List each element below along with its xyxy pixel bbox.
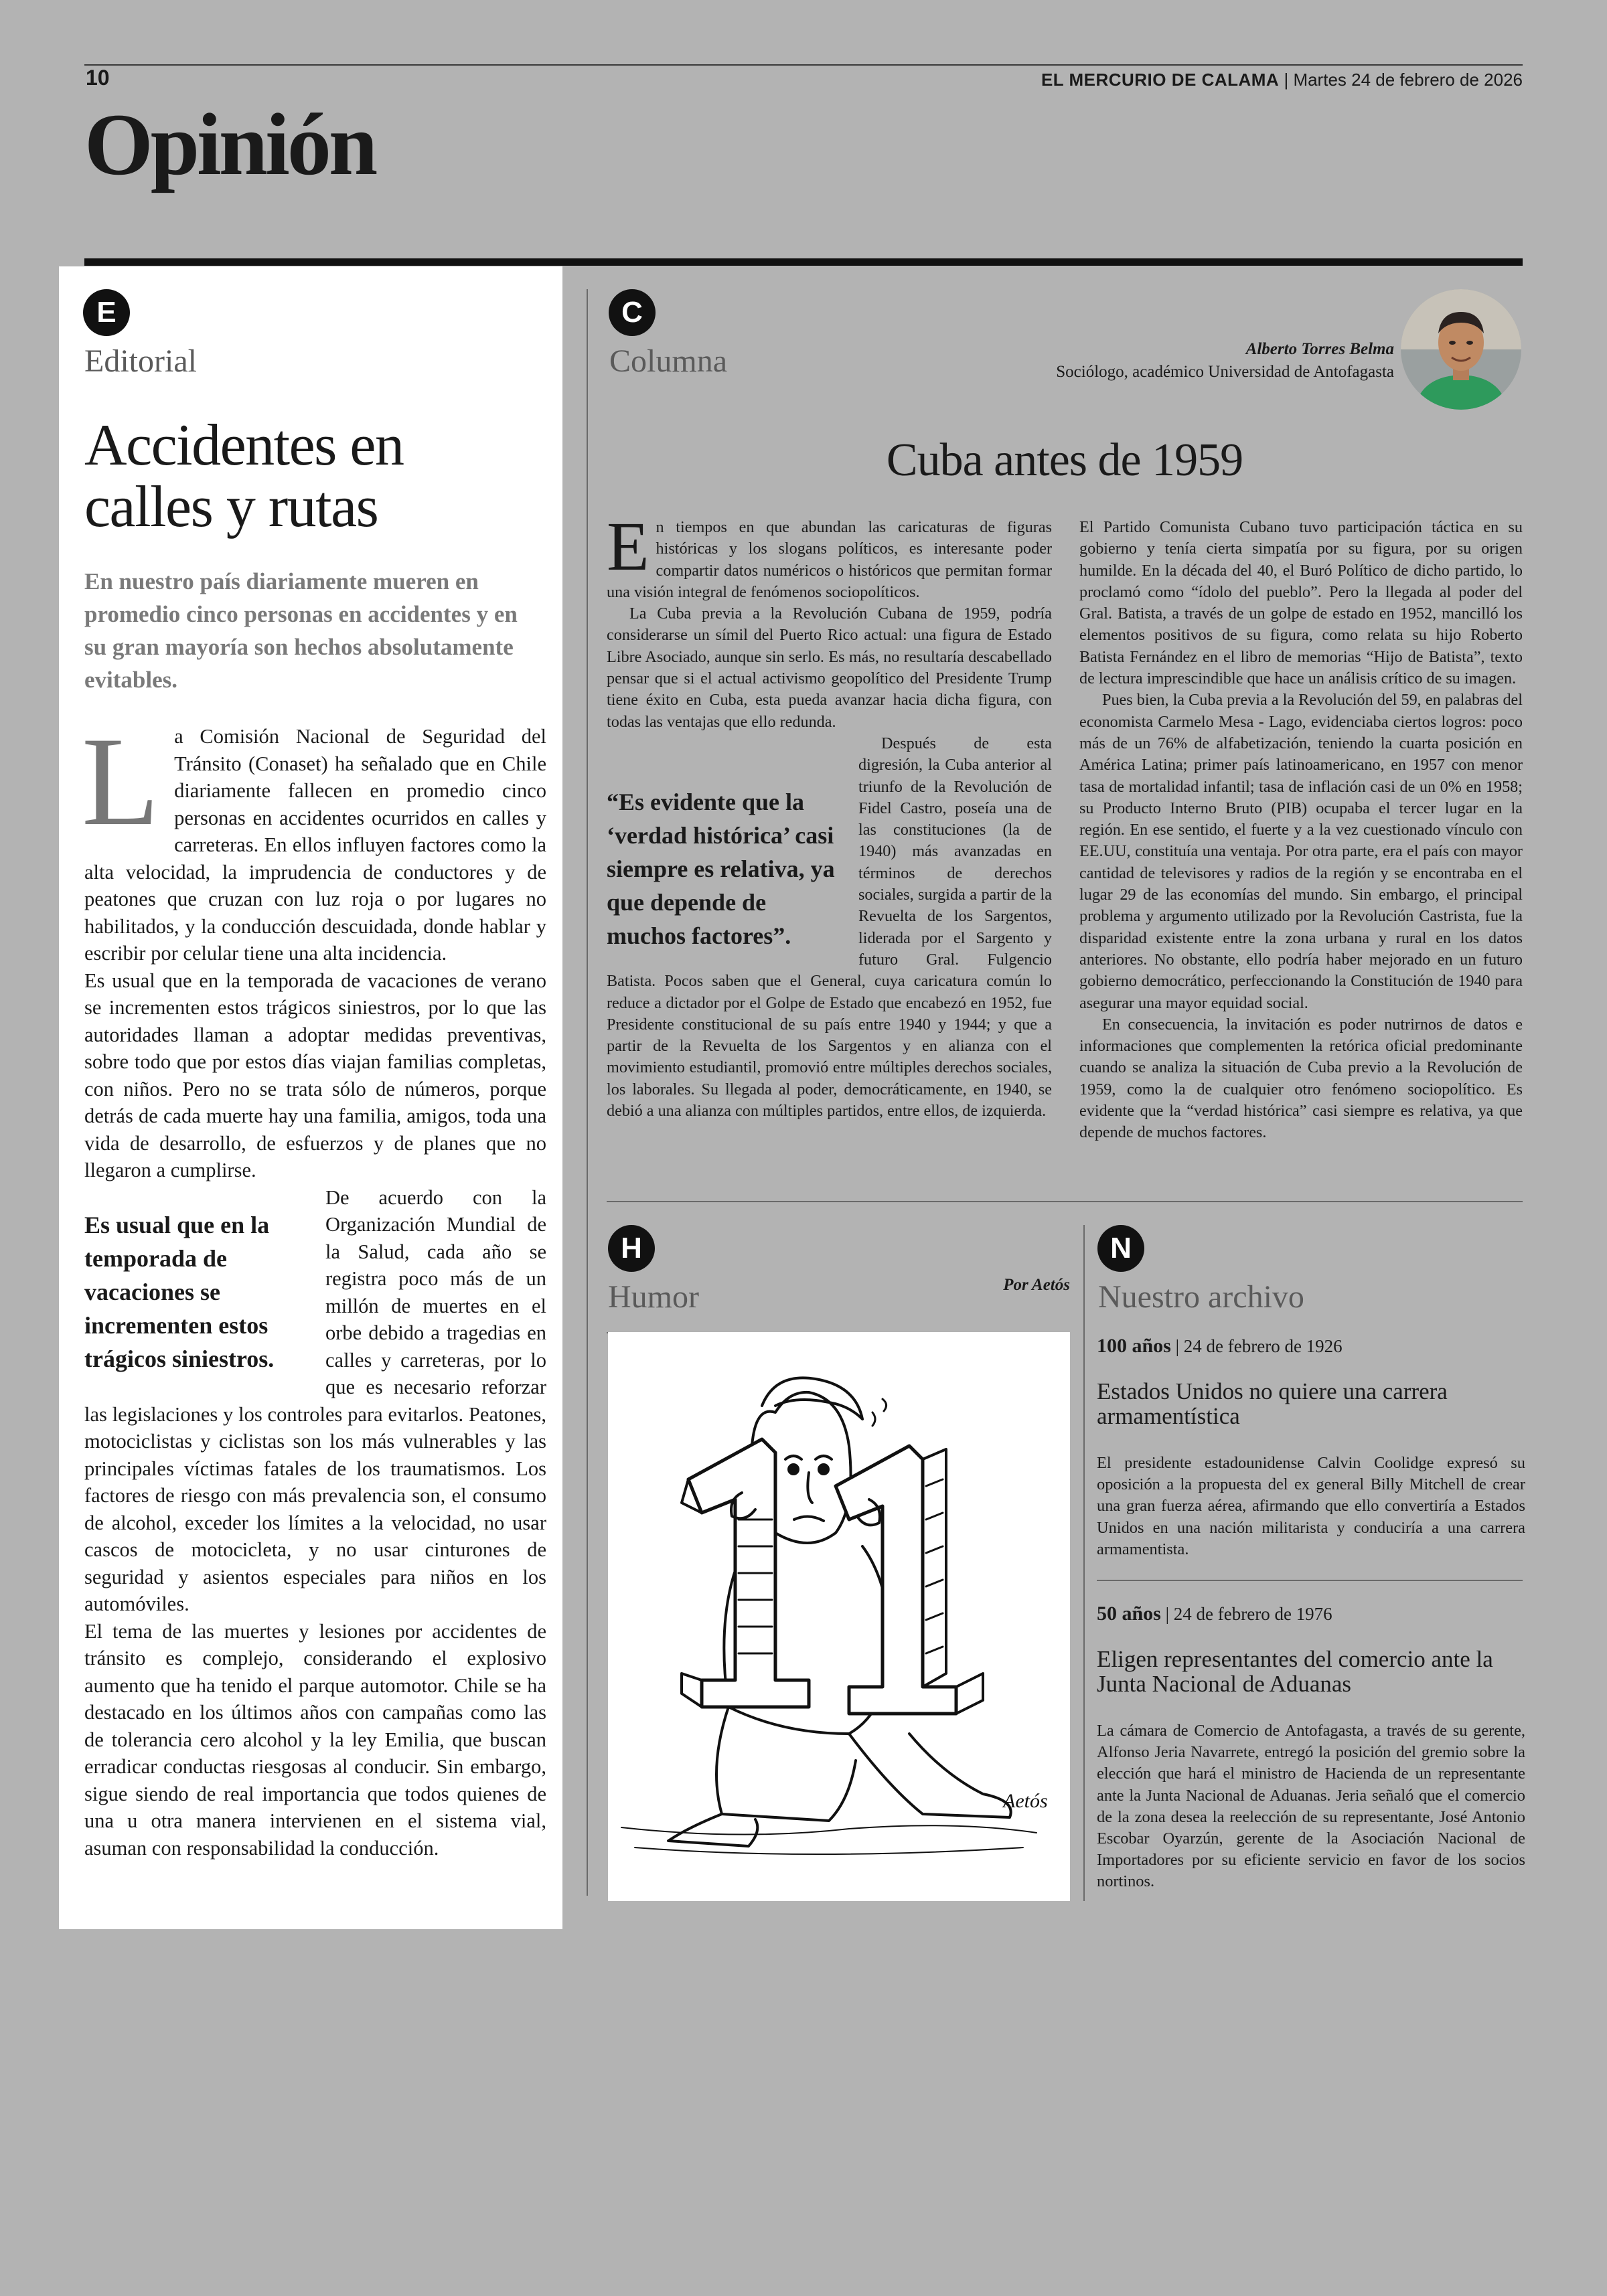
archive-item-2-years: 50 años — [1097, 1603, 1161, 1625]
editorial-paragraph-1: a Comisión Nacional de Seguridad del Tránsito (Conaset) ha señalado que en Chile diariamente fallecen en promedio cinco personas en accidentes ocurridos en calles y carreteras. En ellos influyen factores como la alta velocidad, la imprudencia de conductores y de peatones que cruzan con luz roja o por lugares no habilitados, y la conducción descuidada, donde hablar y escribir por celular tiene una alta incidencia. — [84, 725, 546, 965]
column-paragraph-2: La Cuba previa a la Revolución Cubana de 1959, podría considerarse un símil del Puerto Rico actual: una figura de Estado Libre Asociado, aunque sin serlo. Es más, no resultaría descabellado pensar que si el actual activismo geopolítico del Presidente Trump tiene éxito en Cuba, esta pueda avanzar hacia dicha figura, con todas las ventajas que ello redunda. — [607, 604, 1052, 731]
masthead — [1041, 70, 1523, 90]
column-body-right — [1079, 517, 1523, 1144]
column-divider-vertical — [587, 289, 588, 1896]
cartoon-illustration-icon — [608, 1332, 1070, 1901]
editorial-paragraph-2: Es usual que en la temporada de vacaciones de verano se incrementen estos trágicos siniestros, por lo que las autoridades llaman a adoptar medidas preventivas, sobre todo que por estos días viajan familias completas, con niños. Pero no se trata sólo de números, porque detrás de cada muerte hay una familia, amigos, toda una vida de desarrollo, de esfuerzos y de planes que no llegaron a cumplirse. — [84, 969, 546, 1181]
humor-label: Humor — [608, 1279, 699, 1315]
author-portrait-icon — [1401, 289, 1521, 410]
column-bottom-rule — [607, 1201, 1523, 1202]
archive-item-1-headline: Estados Unidos no quiere una carrera armamentística — [1097, 1378, 1448, 1429]
archive-date-separator: | — [1165, 1604, 1174, 1624]
column-dropcap: E — [607, 508, 649, 585]
humor-badge: H — [608, 1225, 655, 1272]
editorial-pull-quote: Es usual que en la temporada de vacaciones se incrementen estos trágicos siniestros. — [84, 1211, 275, 1372]
archive-item-1-years: 100 años — [1097, 1335, 1171, 1357]
header-top-rule — [84, 64, 1523, 66]
editorial-body — [82, 712, 546, 1862]
column-badge: C — [609, 289, 656, 336]
editorial-lead: En nuestro país diariamente mueren en promedio cinco personas en accidentes y en su gran mayoría son hechos absolutamente evitables. — [84, 568, 518, 693]
editorial-headline — [84, 415, 546, 538]
column-body-left — [607, 508, 1052, 1122]
archive-divider-vertical — [1083, 1225, 1085, 1901]
editorial-paragraph-3: De acuerdo con la Organización Mundial de la Salud, cada año se registra poco más de un millón de muertes en el orbe debido a tragedias en calles y carreteras, por lo que es necesario reforzar las legislaciones y los controles para evitarlos. Peatones, motociclistas y ciclistas son los más vulnerables y las principales víctimas fatales de los traumatismos. Los factores de riesgo con más prevalencia son, el consumo de alcohol, exceder los límites a la velocidad, no usar cascos de motocicleta, y no usar cinturones de seguridad y asientos especiales para niños en los automóviles. — [84, 1185, 546, 1615]
editorial-headline-line2: calles y rutas — [84, 475, 378, 540]
column-headline: Cuba antes de 1959 — [886, 434, 1243, 486]
archive-label: Nuestro archivo — [1098, 1279, 1304, 1315]
archive-date-separator: | — [1175, 1336, 1184, 1356]
column-paragraph-1: n tiempos en que abundan las caricaturas de figuras históricas y los slogans políticos, es interesante poder compartir datos numéricos o históricos que permitan formar una visión integral de fenómenos sociopolíticos. — [607, 518, 1052, 601]
cartoon-signature: Aetós — [1003, 1790, 1048, 1812]
column-label: Columna — [609, 343, 727, 379]
column-paragraph-4: El Partido Comunista Cubano tuvo participación táctica en su gobierno y tenía cierta simpatía por su figura, por su origen humilde. En la década del 40, el Buró Político de dicho partido, lo proclamó como “ídolo del pueblo”. Pero la llegada al poder del Gral. Batista, a través de un golpe de estado en 1952, mancilló los elementos positivos de su figura, como relata su hijo Roberto Batista Fernández en el libro de memorias “Hijo de Batista”, texto de lectura imprescindible que hace un análisis crítico de su imagen. — [1079, 518, 1523, 688]
page-number: 10 — [86, 66, 110, 90]
section-rule — [84, 258, 1523, 266]
archive-item-1-body: El presidente estadounidense Calvin Coolidge expresó su oposición a la propuesta del ex general Billy Mitchell de crear una gran fuerza aérea, afirmando que ello convertiría a Estados Unidos en una nación militarista y conduciría a una carrera armamentista. — [1097, 1454, 1525, 1558]
archive-badge: N — [1097, 1225, 1144, 1272]
masthead-separator: | — [1284, 70, 1294, 90]
archive-item-2-headline: Eligen representantes del comercio ante la Junta Nacional de Aduanas — [1097, 1646, 1493, 1697]
archive-item-1-date — [1097, 1335, 1343, 1358]
editorial-badge: E — [83, 289, 130, 336]
editorial-label: Editorial — [84, 343, 197, 379]
author-photo — [1401, 289, 1521, 410]
column-author: Alberto Torres Belma — [1245, 340, 1394, 358]
column-pull-quote: “Es evidente que la ‘verdad histórica’ casi siempre es relativa, ya que depende de muchos factores”. — [607, 788, 835, 949]
section-title: Opinión — [84, 95, 376, 193]
archive-item-2-date — [1097, 1603, 1332, 1625]
publication-name: EL MERCURIO DE CALAMA — [1041, 70, 1280, 90]
publication-date: Martes 24 de febrero de 2026 — [1293, 70, 1523, 90]
humor-byline: Por Aetós — [1003, 1276, 1070, 1294]
editorial-dropcap: L — [82, 712, 160, 852]
archive-item-2-body: La cámara de Comercio de Antofagasta, a través de su gerente, Alfonso Jeria Navarrete, entregó la posición del gremio sobre la elección que hará el ministro de Hacienda de un representante ante la Junta Nacional de Aduanas. Jeria señaló que el comercio de la zona desea la reelección de su representante, José Antonio Escobar Oyarzún, gerente de la Asociación Nacional de Importadores por su eficiente servicio en favor de los socios nortinos. — [1097, 1722, 1525, 1891]
column-paragraph-5: Pues bien, la Cuba previa a la Revolución del 59, en palabras del economista Carmelo Mesa - Lago, evidenciaba ciertos logros: poco más de un 76% de alfabetización, teniendo la cuarta posición en América Latina; primer país latinoamericano, en 1957 con menor tasa de mortalidad infantil; tasa de inflación casi de un 0% en 1958; su Producto Interno Bruto (PIB) ocupaba el tercer lugar en la región. En ese sentido, el fuerte y a la vez cuestionado vínculo con EE.UU, constituía una ventaja. Por otra parte, era el país con mayor cantidad de televisores y radios de la región y se encontraba en el lugar 29 de las economías del mundo. Sin embargo, el principal problema y argumento utilizado por la Revolución Castrista, fue la disparidad existente entre la zona urbana y rural en los datos anteriores. No obstante, ello podría haber mejorado en un futuro gobierno democrático, perfeccionando la Constitución de 1940 para asegurar una mayor equidad social. — [1079, 691, 1523, 1012]
archive-item-1-date-text: 24 de febrero de 1926 — [1183, 1336, 1343, 1356]
column-paragraph-3: Después de esta digresión, la Cuba anterior al triunfo de la Revolución de Fidel Castro, poseía una de las constituciones (la de 1940) más avanzadas en términos de derechos sociales, surgida a partir de la Revuelta de los Sargentos, liderada por el Sargento y futuro Gral. Fulgencio Batista. Pocos saben que el General, cuya caricatura común lo reduce a dictador por el Golpe de Estado que encabezó en 1952, fue Presidente constitucional de su país entre 1940 y 1944; y que a partir de la Revuelta de los Sargentos y en alianza con el movimiento estudiantil, promovió entre múltiples derechos sociales, los laborales. Su llegada al poder, democráticamente, en 1940, se debió a una alianza con múltiples partidos, entre ellos, de izquierda. — [607, 734, 1052, 1121]
archive-item-rule — [1097, 1580, 1523, 1581]
column-paragraph-6: En consecuencia, la invitación es poder nutrirnos de datos e informaciones que complementen la retórica oficial predominante cuando se analiza la situación de Cuba previo a la Revolución de 1959, como la de cualquier otro fenómeno sociopolítico. Es evidente que la “verdad histórica” casi siempre es relativa, ya que depende de muchos factores. — [1079, 1015, 1523, 1142]
column-author-role: Sociólogo, académico Universidad de Antofagasta — [1056, 363, 1394, 381]
humor-cartoon — [608, 1332, 1070, 1901]
editorial-headline-line1: Accidentes en — [84, 413, 404, 478]
editorial-paragraph-4: El tema de las muertes y lesiones por accidentes de tránsito es complejo, considerando el explosivo aumento que ha tenido el parque automotor. Chile se ha destacado en los últimos años con campañas como las de tolerancia cero alcohol y la ley Emilia, que buscan erradicar conductas riesgosas al conducir. Sin embargo, sigue siendo de real importancia que todos quienes de una u otra manera intervienen en el sistema vial, asuman con responsabilidad la conducción. — [84, 1619, 546, 1860]
archive-item-2-date-text: 24 de febrero de 1976 — [1173, 1604, 1332, 1624]
